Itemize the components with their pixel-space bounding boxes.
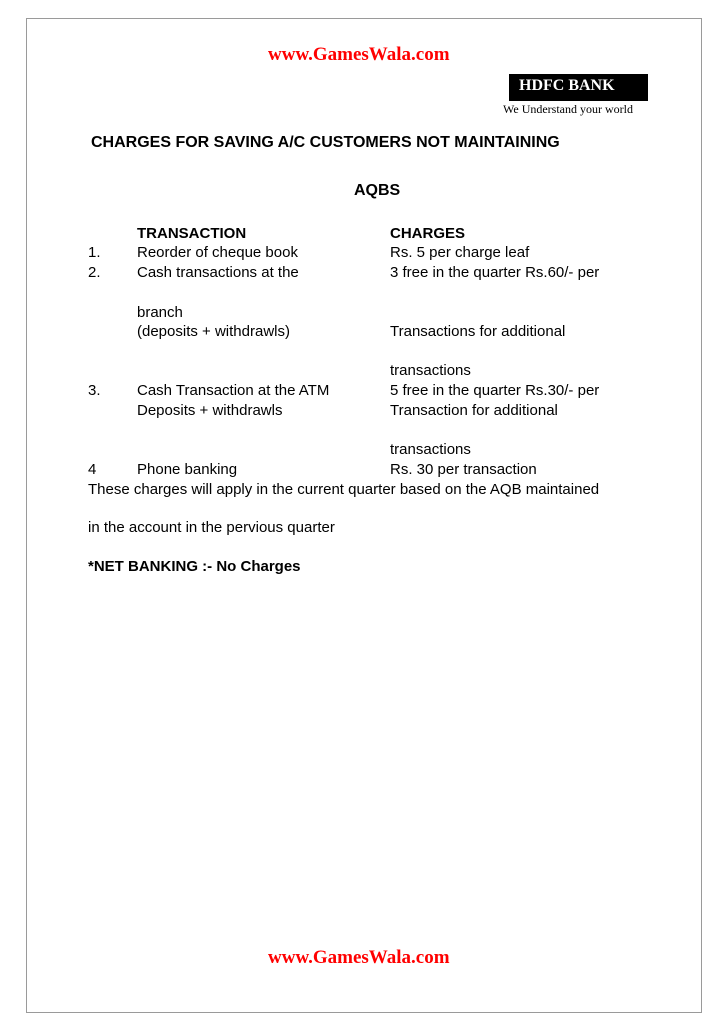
row-3-charge-line3: transactions: [390, 441, 471, 458]
row-2-transaction-line3: (deposits + withdrawls): [137, 323, 290, 340]
row-4-transaction: Phone banking: [137, 461, 238, 478]
note-line2: in the account in the pervious quarter: [88, 519, 335, 536]
row-2-charge-line1: 3 free in the quarter Rs.60/- per: [390, 264, 600, 281]
col-header-charges: CHARGES: [390, 225, 466, 242]
col-header-transaction: TRANSACTION: [137, 225, 247, 242]
document-page: [26, 18, 702, 1013]
header-site-link[interactable]: www.GamesWala.com: [268, 44, 450, 65]
row-2-transaction-line1: Cash transactions at the: [137, 264, 299, 281]
net-banking-note: *NET BANKING :- No Charges: [88, 558, 301, 575]
row-2-charge-line2: Transactions for additional: [390, 323, 566, 340]
row-4-charge: Rs. 30 per transaction: [390, 461, 537, 478]
row-3-number: 3.: [88, 382, 101, 399]
page-title-line1: CHARGES FOR SAVING A/C CUSTOMERS NOT MAINTAINING: [91, 134, 560, 151]
tagline: We Understand your world: [503, 102, 634, 116]
row-1-charge: Rs. 5 per charge leaf: [390, 244, 530, 261]
hdfc-logo-text: HDFC BANK: [519, 77, 615, 94]
row-1-number: 1.: [88, 244, 101, 261]
hdfc-logo: [509, 74, 648, 101]
row-3-transaction-line2: Deposits + withdrawls: [137, 402, 283, 419]
row-3-charge-line2: Transaction for additional: [390, 402, 558, 419]
page-title-line2: AQBS: [354, 182, 401, 199]
row-2-number: 2.: [88, 264, 101, 281]
row-3-transaction-line1: Cash Transaction at the ATM: [137, 382, 330, 399]
footer-site-link[interactable]: www.GamesWala.com: [268, 947, 450, 968]
row-2-transaction-line2: branch: [137, 304, 183, 321]
row-1-transaction: Reorder of cheque book: [137, 244, 298, 261]
row-4-number: 4: [88, 461, 97, 478]
note-line1: These charges will apply in the current quarter based on the AQB maintained: [88, 481, 600, 498]
row-2-charge-line3: transactions: [390, 362, 471, 379]
row-3-charge-line1: 5 free in the quarter Rs.30/- per: [390, 382, 600, 399]
